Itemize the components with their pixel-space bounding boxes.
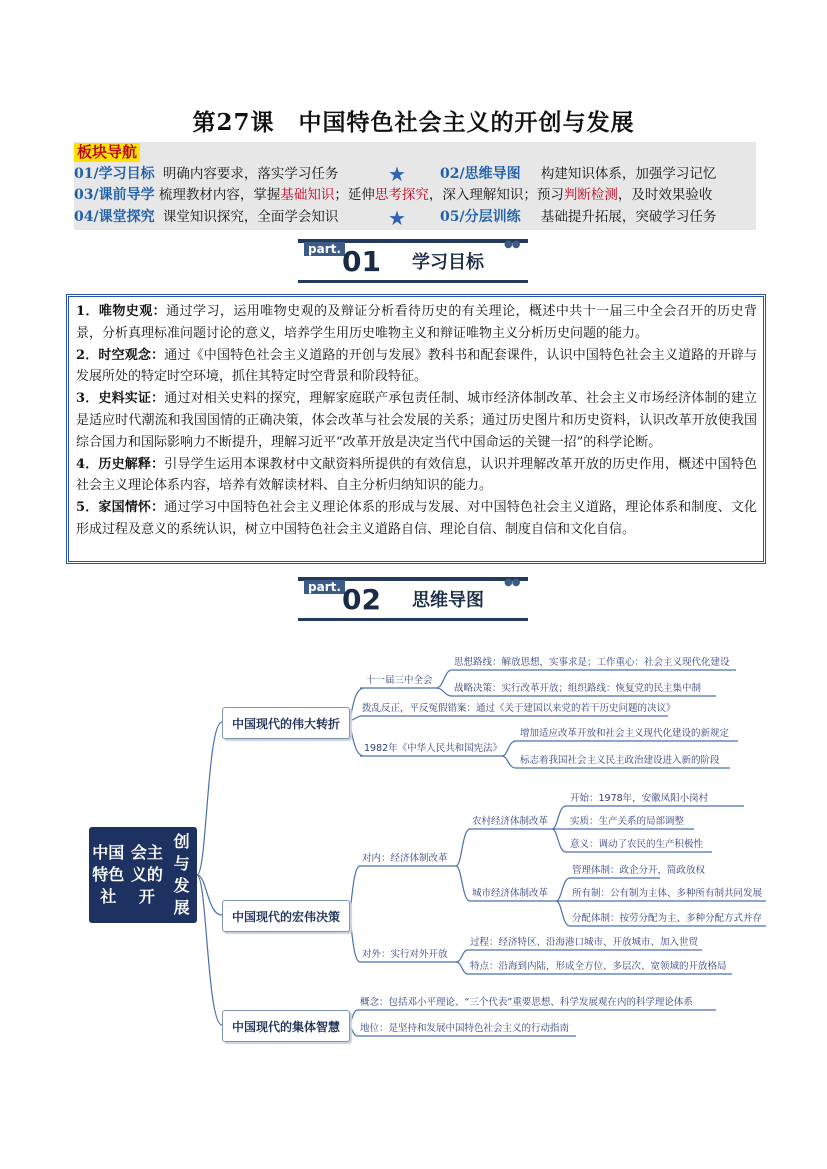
connector-line xyxy=(197,875,222,1025)
nav-key: 01/学习目标 xyxy=(74,166,155,182)
connector-line xyxy=(456,962,468,974)
nav-desc-highlight: 思考探究 xyxy=(374,187,429,203)
node-label: 十一届三中全会 xyxy=(366,675,433,686)
connector-line xyxy=(552,806,566,829)
nav-desc-part: ，深入理解知识；预习 xyxy=(428,187,564,203)
connector-line xyxy=(456,866,470,901)
node-label: 拨乱反正，平反冤假错案：通过《关于建国以来党的若干历史问题的决议》 xyxy=(362,703,676,714)
nav-heading: 板块导航 xyxy=(74,143,140,162)
objective-text: 通过学习中国特色社会主义理论体系的形成与发展、对中国特色社会主义道路，理论体系和制度、文化形成过程及意义的系统认识，树立中国特色社会主义道路自信、理论自信、制度自信和文化自信。 xyxy=(76,500,757,537)
mind-map-root xyxy=(89,827,197,923)
connector-line xyxy=(456,829,470,866)
nav-desc-part: 梳理教材内容，掌握 xyxy=(158,187,281,203)
branch-grand-decision: 中国现代的宏伟决策 xyxy=(222,900,350,932)
node-label: 城市经济体制改革 xyxy=(472,888,549,899)
connector-line xyxy=(556,878,570,901)
branch-collective-wisdom: 中国现代的集体智慧 xyxy=(222,1010,350,1042)
badge-label: 学习目标 xyxy=(412,252,484,273)
nav-key: 02/思维导图 xyxy=(440,166,521,182)
node-label: 战略决策：实行改革开放；组织路线：恢复党的民主集中制 xyxy=(454,683,702,694)
star-icon: ★ xyxy=(388,162,406,186)
connector-line xyxy=(502,741,516,756)
node-label: 对外：实行对外开放 xyxy=(362,949,448,960)
node-label: 过程：经济特区、沿海港口城市、开放城市、加入世贸 xyxy=(470,937,699,948)
root-line: 中国特色社 xyxy=(92,843,125,906)
dots-icon: ●● xyxy=(504,239,520,250)
nav-key: 05/分层训练 xyxy=(440,209,521,225)
star-icon: ★ xyxy=(388,206,406,230)
node-label: 思想路线：解放思想，实事求是；工作重心：社会主义现代化建设 xyxy=(454,657,730,668)
connector-line xyxy=(348,722,364,756)
node-label: 意义：调动了农民的生产积极性 xyxy=(570,839,704,850)
nav-desc: 构建知识体系，加强学习记忆 xyxy=(540,166,717,182)
objective-text: 通过《中国特色社会主义道路的开创与发展》教科书和配套课件，认识中国特色社会主义道路的开辟与发展所处的特定时空环境，抓住其特定时空背景和阶段特征。 xyxy=(76,347,757,385)
node-label: 管理体制：政企分开，简政放权 xyxy=(572,865,706,876)
connector-line xyxy=(436,688,452,696)
badge-part-tag: part. xyxy=(304,242,345,256)
objective-key: 4．历史解释： xyxy=(76,456,165,472)
dots-icon: ●● xyxy=(504,577,520,588)
root-line: 会主义的开 xyxy=(130,843,163,906)
node-label: 1982年《中华人民共和国宪法》 xyxy=(364,743,503,754)
page-title: 第27课 中国特色社会主义的开创与发展 xyxy=(192,109,635,136)
nav-desc-highlight: 基础知识 xyxy=(280,187,335,203)
connector-line xyxy=(197,722,222,875)
connector-line xyxy=(456,950,468,962)
node-label: 特点：沿海到内陆，形成全方位、多层次、宽领域的开放格局 xyxy=(470,961,727,972)
nav-desc: 课堂知识探究，全面学会知识 xyxy=(162,209,339,225)
nav-key: 04/课堂探究 xyxy=(74,209,155,225)
node-label: 概念：包括邓小平理论、“三个代表”重要思想、科学发展观在内的科学理论体系 xyxy=(360,997,693,1008)
nav-desc-part: ；延伸 xyxy=(334,187,375,203)
nav-desc: 明确内容要求，落实学习任务 xyxy=(162,166,339,182)
nav-desc: 基础提升拓展，突破学习任务 xyxy=(540,209,717,225)
objective-key: 5．家国情怀： xyxy=(76,500,165,516)
node-label: 地位：是坚持和发展中国特色社会主义的行动指南 xyxy=(360,1023,570,1034)
badge-label: 思维导图 xyxy=(412,590,484,611)
objective-text: 通过对相关史料的探究，理解家庭联产承包责任制、城市经济体制改革、社会主义市场经济体制的建立是适应时代潮流和我国国情的正确决策，体会改革与社会发展的关系；通过历史图片和历史资料，认识改革开放使我国综合国力和国际影响力不断提升，理解习近平“改革开放是决定当代中国命运的关键一招”的科学论断。 xyxy=(76,391,757,450)
node-label: 增加适应改革开放和社会主义现代化建设的新规定 xyxy=(520,728,730,739)
node-label: 所有制：公有制为主体、多种所有制共同发展 xyxy=(572,888,763,899)
objective-key: 2．时空观念： xyxy=(76,347,165,363)
nav-desc-part: ，及时效果验收 xyxy=(617,187,713,203)
node-label: 实质：生产关系的局部调整 xyxy=(570,816,685,827)
node-label: 对内：经济体制改革 xyxy=(362,853,448,864)
badge-number: 02 xyxy=(342,583,381,616)
node-label: 分配体制：按劳分配为主、多种分配方式并存 xyxy=(572,913,763,924)
node-label: 开始：1978年，安徽凤阳小岗村 xyxy=(570,793,709,804)
node-label: 标志着我国社会主义民主政治建设进入新的阶段 xyxy=(520,755,720,766)
connector-line xyxy=(556,901,570,926)
objective-key: 1．唯物史观： xyxy=(76,304,167,319)
badge-part-tag: part. xyxy=(304,580,345,594)
nav-desc-highlight: 判断检测 xyxy=(563,187,618,203)
objective-text: 通过学习，运用唯物史观的及辩证分析看待历史的有关理论，概述中共十一届三中全会召开的历史背景，分析真理标准问题讨论的意义，培养学生用历史唯物主义和辩证唯物主义分析历史问题的能力。 xyxy=(76,304,757,341)
connector-line xyxy=(436,670,452,688)
connector-line xyxy=(502,756,516,768)
root-line: 创与发展 xyxy=(173,832,190,917)
objective-text: 引导学生运用本课教材中文献资料所提供的有效信息，认识并理解改革开放的历史作用，概述中国特色社会主义理论体系内容，培养有效解读材料、自主分析归纳知识的能力。 xyxy=(76,456,757,494)
node-label: 农村经济体制改革 xyxy=(472,816,549,827)
branch-turning-point: 中国现代的伟大转折 xyxy=(222,707,350,739)
nav-key: 03/课前导学 xyxy=(74,187,155,203)
connector-line xyxy=(552,829,566,852)
badge-number: 01 xyxy=(342,245,381,278)
objective-key: 3．史料实证： xyxy=(76,391,165,407)
